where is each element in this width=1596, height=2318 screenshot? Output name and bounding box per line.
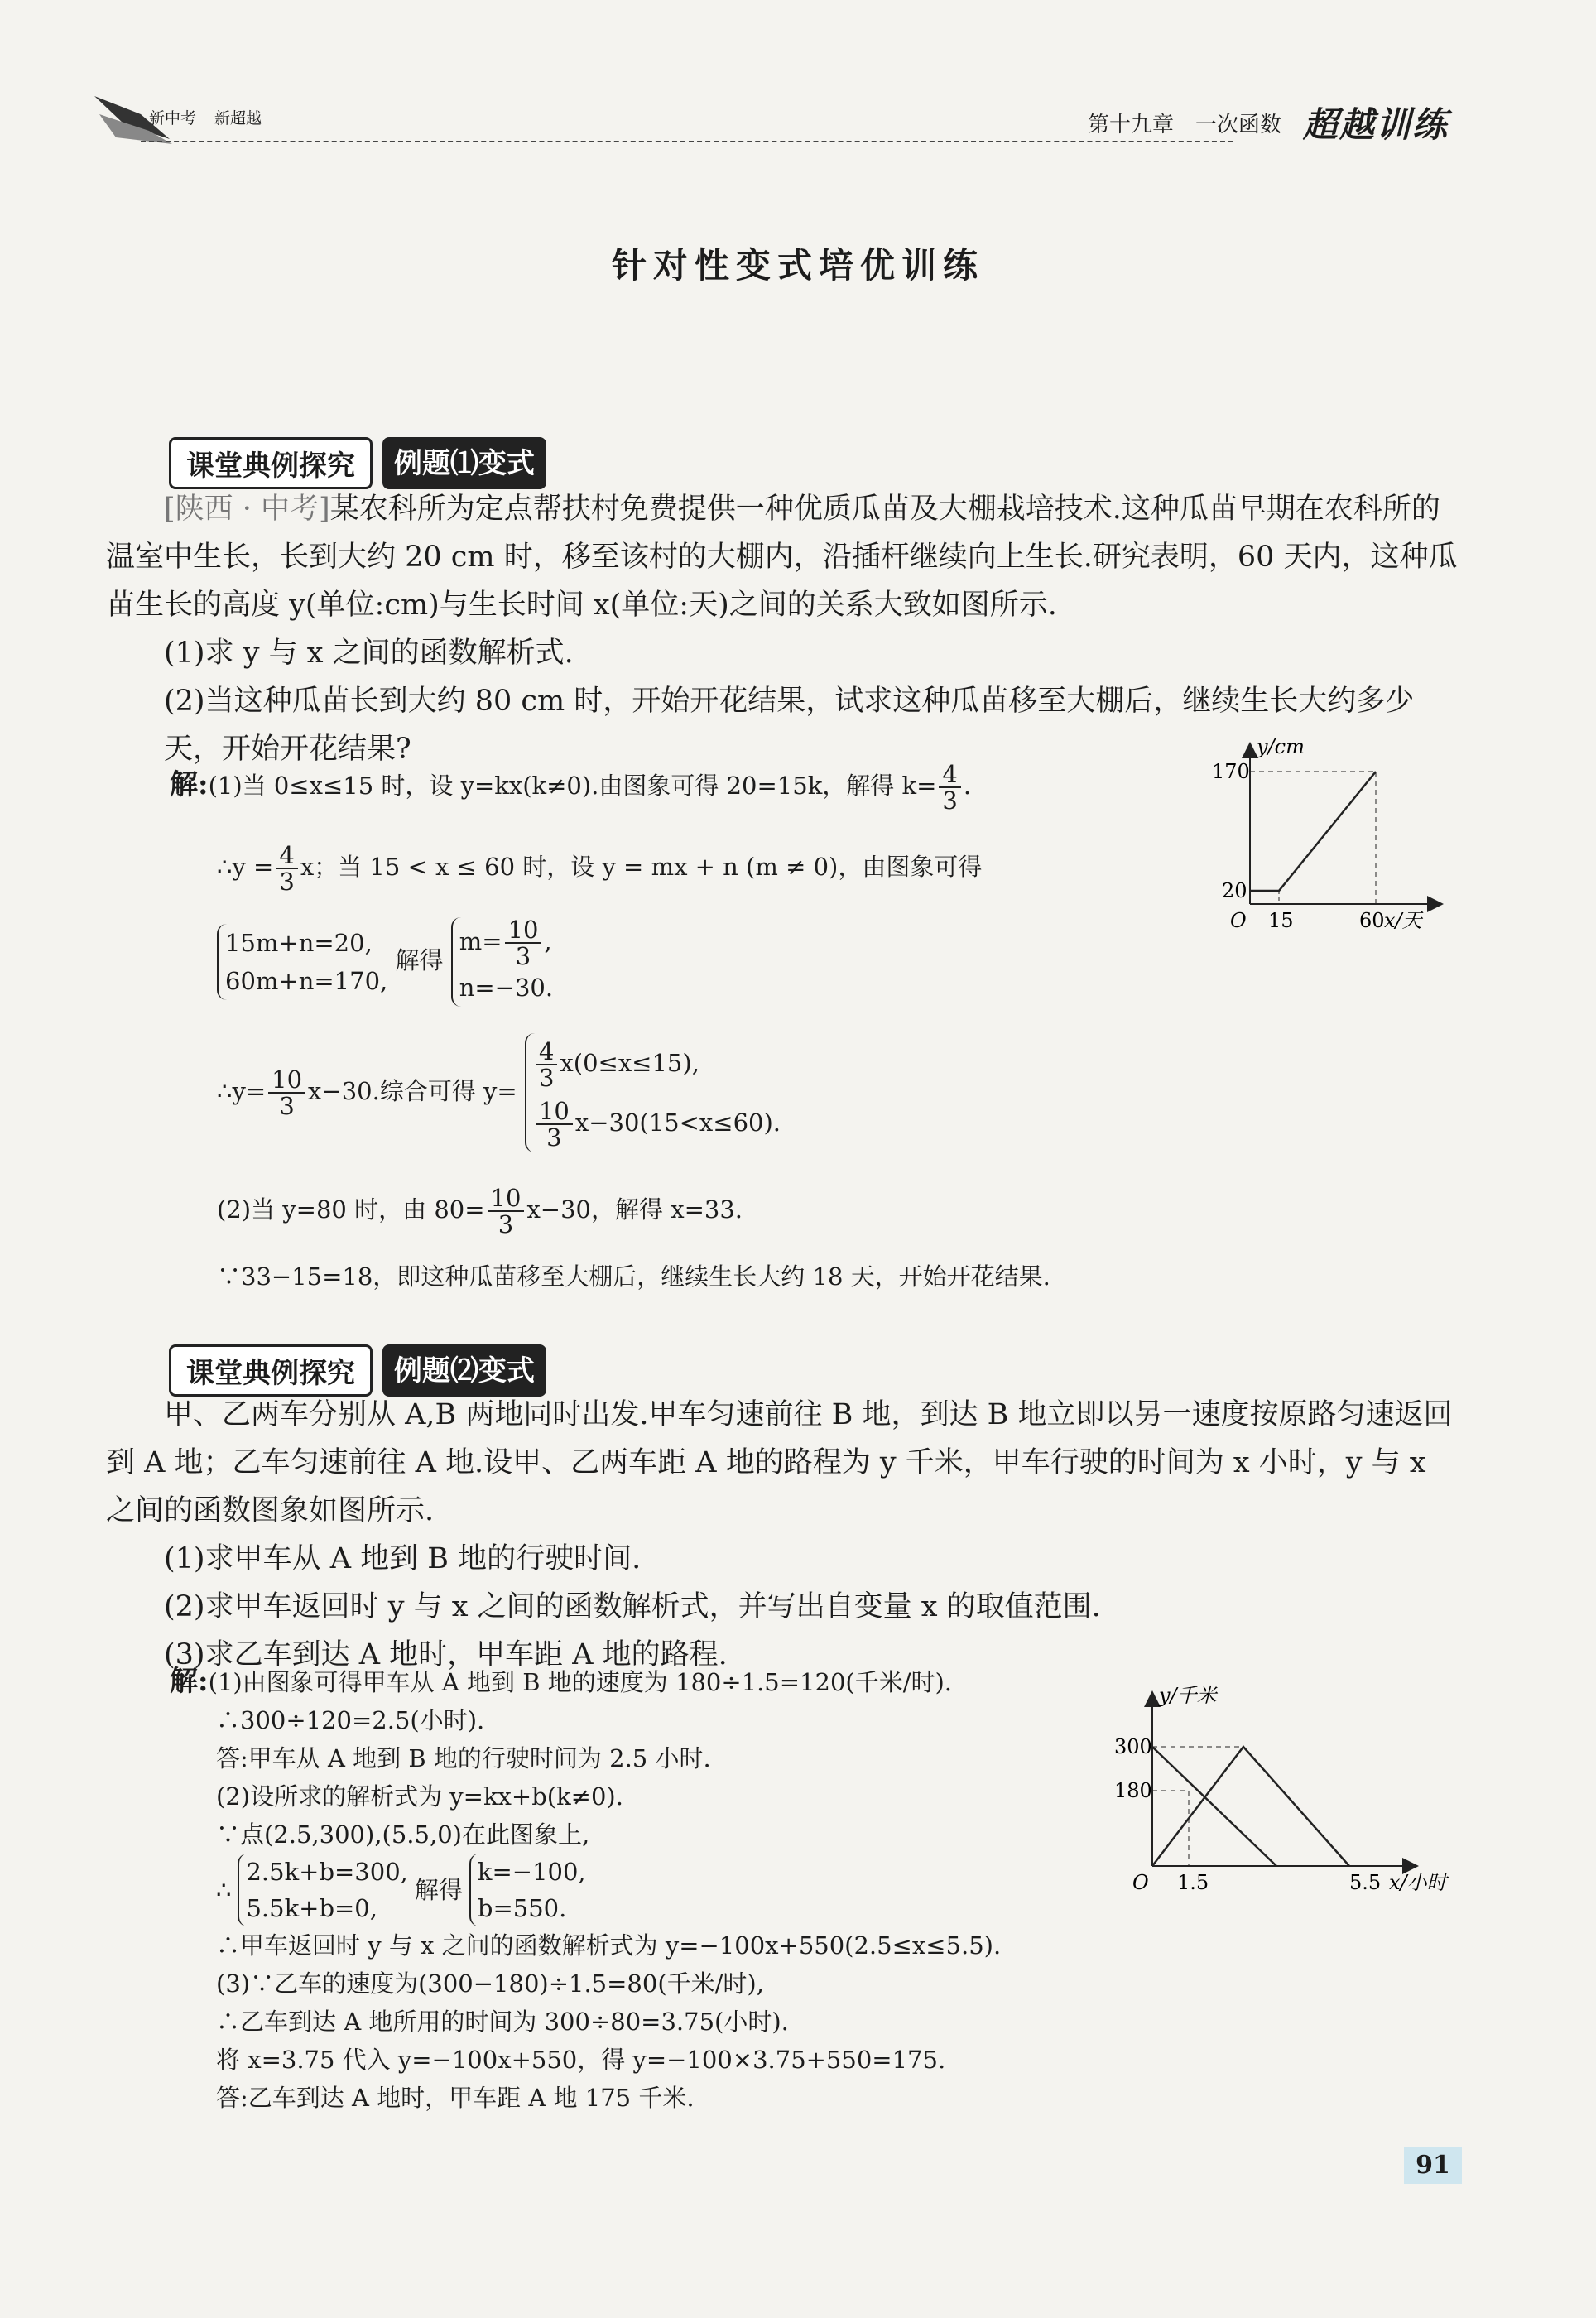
frac-num: 4 bbox=[939, 762, 960, 788]
growth-line bbox=[1250, 772, 1376, 891]
sol2-line-9: ∴乙车到达 A 地所用的时间为 300÷80=3.75(小时). bbox=[216, 2008, 789, 2036]
series-name-1: 新中考 bbox=[149, 109, 197, 127]
header-series bbox=[149, 106, 280, 128]
m-eq: m= bbox=[459, 927, 502, 955]
question-1-1: (1)求 y 与 x 之间的函数解析式. bbox=[164, 637, 574, 670]
expr-mid: x−30.综合可得 y= bbox=[308, 1077, 517, 1105]
section-subtag: 例题⑵变式 bbox=[382, 1344, 546, 1397]
piece-2: x−30(15<x≤60). bbox=[574, 1109, 781, 1137]
frac-den: 3 bbox=[515, 942, 531, 970]
section-tag: 课堂典例探究 bbox=[169, 1344, 373, 1397]
header-divider bbox=[141, 141, 1233, 142]
sol2-line-10: 将 x=3.75 代入 y=−100x+550，得 y=−100×3.75+550=175. bbox=[216, 2046, 946, 2074]
y-tick-20: 20 bbox=[1222, 879, 1247, 902]
page-title: 针对性变式培优训练 bbox=[611, 245, 984, 286]
solution-1-piecewise bbox=[217, 1033, 781, 1152]
comma: , bbox=[544, 927, 552, 955]
car-yi-line bbox=[1152, 1747, 1276, 1866]
x-axis-label: x/小时 bbox=[1389, 1871, 1447, 1894]
section-subtag: 例题⑴变式 bbox=[382, 437, 546, 489]
sol2-system bbox=[170, 1854, 1204, 1926]
x-tick-60: 60 bbox=[1359, 909, 1385, 932]
graph-2 bbox=[1109, 1677, 1457, 1901]
solution-system-1 bbox=[451, 917, 553, 1007]
res-a: k=−100, bbox=[477, 1858, 586, 1886]
frac-den: 3 bbox=[942, 786, 958, 815]
piecewise-function bbox=[525, 1033, 781, 1152]
eq-a: 15m+n=20, bbox=[225, 929, 373, 957]
problem-source: [陕西 · 中考] bbox=[164, 493, 330, 526]
question-2-1: (1)求甲车从 A 地到 B 地的行驶时间. bbox=[164, 1542, 642, 1575]
problem-1-statement: 某农科所为定点帮扶村免费提供一种优质瓜苗及大棚栽培技术.这种瓜苗早期在农科所的温室中生长，长到大约 20 cm 时，移至该村的大棚内，沿插杆继续向上生长.研究表明，60 天内，这种瓜苗生长的高度 y(单位:cm)与生长时间 x(单位:天)之间的关系大致如图所示. bbox=[106, 493, 1458, 622]
sol2-line-3: 答:甲车从 A 地到 B 地的行驶时间为 2.5 小时. bbox=[216, 1744, 711, 1772]
n-eq: n=−30. bbox=[459, 974, 554, 1002]
solution-1-conclusion: ∵33−15=18，即这种瓜苗移至大棚后，继续生长大约 18 天，开始开花结果. bbox=[217, 1262, 1050, 1291]
period: . bbox=[963, 772, 972, 800]
expr-suffix: x−30，解得 x=33. bbox=[526, 1195, 743, 1224]
piece-1: x(0≤x≤15), bbox=[560, 1049, 699, 1077]
section-1-heading bbox=[169, 437, 546, 489]
x-tick-15: 15 bbox=[1268, 909, 1294, 932]
fraction-10-3 bbox=[488, 1185, 525, 1237]
y-tick-180: 180 bbox=[1114, 1779, 1152, 1802]
solution-system-2 bbox=[469, 1854, 586, 1926]
frac-den: 3 bbox=[546, 1123, 562, 1152]
eq-b: 60m+n=170, bbox=[225, 967, 388, 995]
fraction-k bbox=[939, 762, 960, 813]
y-axis-label: y/cm bbox=[1257, 735, 1305, 758]
solution-label: 解: bbox=[170, 768, 209, 801]
fraction-10-3 bbox=[536, 1099, 573, 1150]
sol2-line-7: ∴甲车返回时 y 与 x 之间的函数解析式为 y=−100x+550(2.5≤x≤5.5). bbox=[216, 1931, 1002, 1960]
page-number: 91 bbox=[1404, 2147, 1462, 2184]
solution-1-line-1 bbox=[170, 762, 971, 813]
equation-system-2 bbox=[238, 1854, 407, 1926]
frac-den: 3 bbox=[279, 1092, 295, 1120]
y-tick-300: 300 bbox=[1114, 1735, 1152, 1758]
frac-num: 10 bbox=[488, 1185, 525, 1212]
x-tick-5-5: 5.5 bbox=[1349, 1871, 1382, 1894]
x-tick-1-5: 1.5 bbox=[1177, 1871, 1209, 1894]
expr-prefix: ∴y= bbox=[217, 1077, 267, 1105]
page-header bbox=[91, 89, 1449, 147]
expr-suffix: x；当 15 < x ≤ 60 时，设 y = mx + n (m ≠ 0)，由图象可得 bbox=[300, 853, 983, 881]
frac-den: 3 bbox=[279, 868, 295, 896]
expr-prefix: (2)当 y=80 时，由 80= bbox=[217, 1195, 485, 1224]
solve-word: 解得 bbox=[395, 946, 444, 974]
solution-1-text-1: (1)当 0≤x≤15 时，设 y=kx(k≠0).由图象可得 20=15k，解得 k= bbox=[208, 772, 937, 800]
sol2-line-1: (1)由图象可得甲车从 A 地到 B 地的速度为 180÷1.5=120(千米/时). bbox=[208, 1668, 953, 1696]
frac-num: 10 bbox=[505, 917, 542, 944]
therefore-symbol: ∴ bbox=[216, 1876, 232, 1904]
question-2-3: (3)求乙车到达 A 地时，甲车距 A 地的路程. bbox=[164, 1638, 728, 1671]
sol2-line-4: (2)设所求的解析式为 y=kx+b(k≠0). bbox=[216, 1782, 623, 1811]
sol2-line-5: ∵点(2.5,300),(5.5,0)在此图象上, bbox=[216, 1820, 590, 1849]
solution-2 bbox=[170, 1662, 1204, 2117]
origin-label: O bbox=[1230, 909, 1247, 932]
frac-num: 4 bbox=[276, 843, 297, 869]
sol2-line-8: (3)∵乙车的速度为(300−180)÷1.5=80(千米/时), bbox=[216, 1969, 764, 1998]
question-2-2: (2)求甲车返回时 y 与 x 之间的函数解析式，并写出自变量 x 的取值范围. bbox=[164, 1590, 1101, 1623]
y-axis-label: y/千米 bbox=[1159, 1684, 1217, 1707]
solution-1-system bbox=[217, 917, 553, 1007]
fraction-4-3 bbox=[276, 843, 297, 894]
frac-num: 10 bbox=[268, 1067, 305, 1094]
frac-den: 3 bbox=[498, 1210, 514, 1238]
problem-2-text bbox=[106, 1391, 1464, 1679]
origin-label: O bbox=[1132, 1871, 1149, 1894]
section-tag: 课堂典例探究 bbox=[169, 437, 373, 489]
frac-num: 10 bbox=[536, 1099, 573, 1125]
fraction-10-3 bbox=[505, 917, 542, 969]
expr-prefix: ∴y = bbox=[217, 853, 274, 881]
graph-1 bbox=[1192, 729, 1457, 944]
fraction-4-3 bbox=[536, 1039, 557, 1090]
sol2-line-2: ∴300÷120=2.5(小时). bbox=[216, 1706, 485, 1734]
frac-num: 4 bbox=[536, 1039, 557, 1065]
y-tick-170: 170 bbox=[1212, 760, 1250, 783]
eq-a: 2.5k+b=300, bbox=[246, 1858, 408, 1886]
topic-label: 一次函数 bbox=[1195, 112, 1281, 137]
solution-1-part-2 bbox=[217, 1185, 743, 1237]
header-chapter bbox=[1088, 98, 1449, 147]
solution-1-line-2 bbox=[217, 843, 982, 894]
res-b: b=550. bbox=[477, 1894, 567, 1922]
eq-b: 5.5k+b=0, bbox=[246, 1894, 377, 1922]
solution-label: 解: bbox=[170, 1665, 209, 1698]
brand-title: 超越训练 bbox=[1302, 104, 1449, 145]
sol2-line-11: 答:乙车到达 A 地时，甲车距 A 地 175 千米. bbox=[216, 2084, 695, 2112]
series-name-2: 新超越 bbox=[214, 109, 262, 127]
equation-system-1 bbox=[217, 924, 387, 1000]
x-axis-label: x/天 bbox=[1384, 909, 1422, 932]
fraction-10-3 bbox=[268, 1067, 305, 1118]
problem-2-statement: 甲、乙两车分别从 A,B 两地同时出发.甲车匀速前往 B 地，到达 B 地立即以另一速度按原路匀速返回到 A 地；乙车匀速前往 A 地.设甲、乙两车距 A 地的路程为 y 千米，甲车行驶的时间为 x 小时，y 与 x 之间的函数图象如图所示. bbox=[106, 1398, 1453, 1527]
question-1-2: (2)当这种瓜苗长到大约 80 cm 时，开始开花结果，试求这种瓜苗移至大棚后，继续生长大约多少天，开始开花结果? bbox=[164, 685, 1415, 766]
section-2-heading bbox=[169, 1344, 546, 1397]
car-jia-line bbox=[1152, 1747, 1349, 1866]
chapter-label: 第十九章 bbox=[1087, 112, 1174, 137]
frac-den: 3 bbox=[538, 1064, 555, 1092]
solve-word: 解得 bbox=[414, 1876, 463, 1904]
